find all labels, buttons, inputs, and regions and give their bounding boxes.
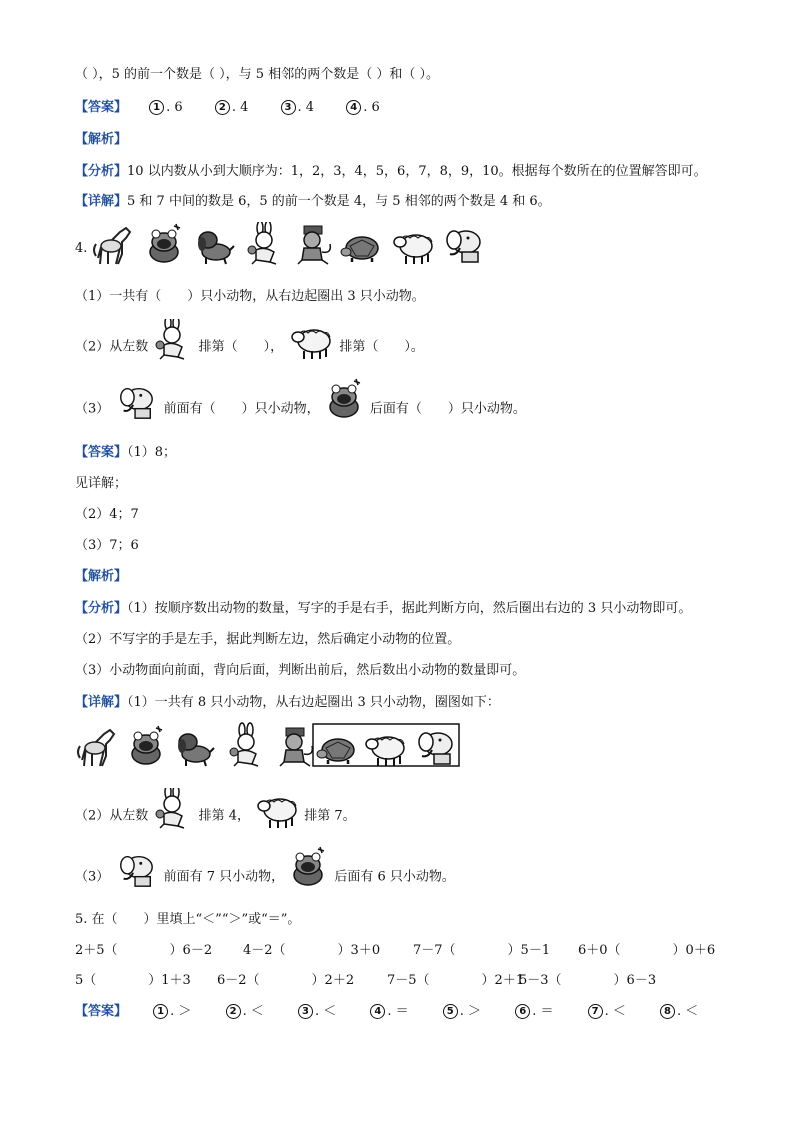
xiangjie-text: （1）一共有 8 只小动物，从右边起圈出 3 只小动物，圈图如下： — [127, 695, 500, 710]
q4-sub2 — [75, 333, 424, 361]
q4-sub2-a: （2）从左数 — [75, 339, 149, 355]
frog-icon — [288, 845, 330, 891]
frog-icon — [324, 377, 366, 423]
rabbit-icon — [152, 319, 194, 361]
answer-item: 1 . 6 — [149, 99, 183, 117]
turtle-icon — [341, 237, 378, 262]
xiangjie-tag: 【详解】 — [75, 194, 128, 209]
answer-item: 4 . 6 — [346, 99, 380, 117]
q4-number: 4. — [75, 241, 88, 256]
q4-sub1: （1）一共有（ ）只小动物，从右边起圈出 3 只小动物。 — [75, 289, 425, 304]
rabbit-icon — [152, 788, 194, 830]
q4-sub3-c: 后面有（ ）只小动物。 — [369, 401, 526, 417]
rabbit-icon — [230, 723, 258, 766]
sheep-icon — [366, 737, 404, 766]
q5-row-2 — [75, 972, 656, 990]
elephant-icon — [447, 231, 480, 262]
q4-answer-2: （2）4；7 — [75, 507, 139, 522]
answer-tag: 【答案】 — [75, 445, 128, 460]
fenxi-text: （1）按顺序数出动物的数量，写字的手是右手，据此判断方向，然后圈出右边的 3 只小动物即可。 — [127, 601, 692, 616]
elephant-icon — [113, 850, 159, 890]
q4-fenxi-2: （2）不写字的手是左手，据此判断左边，然后确定小动物的位置。 — [75, 632, 461, 647]
monkey-icon — [298, 226, 330, 264]
sheep-icon — [394, 235, 432, 264]
frog-icon — [150, 224, 180, 262]
q4-answer-3: （3）7；6 — [75, 538, 139, 553]
turtle-icon — [317, 739, 354, 764]
dog-icon — [178, 734, 214, 766]
xiangjie-2c: 排第 7。 — [304, 808, 356, 824]
q5-item: 5（ ）1＋3 — [75, 973, 191, 988]
answer-item: 2 . 4 — [215, 99, 249, 117]
answer-item: 6 . ＝ — [515, 1003, 553, 1021]
frog-icon — [132, 726, 162, 764]
answer-item: 2 . ＜ — [226, 1003, 264, 1021]
q4-sub3 — [75, 395, 526, 423]
answer-item: 5 . ＞ — [443, 1003, 481, 1021]
q4-answer-1 — [75, 444, 176, 462]
q4-sub2-b: 排第（ ）， — [198, 339, 284, 355]
q5-item: 6－2（ ）2＋2 — [217, 973, 355, 988]
q4-sub3-a: （3） — [75, 401, 110, 417]
xiangjie-text: 5 和 7 中间的数是 6，5 的前一个数是 4，与 5 相邻的两个数是 4 和 6。 — [127, 194, 551, 209]
circled-animal-row — [76, 722, 466, 770]
q5-item: 4－2（ ）3＋0 — [243, 943, 381, 958]
answer-item: 3 . 4 — [281, 99, 315, 117]
q4-fenxi-3: （3）小动物面向前面，背向后面，判断出前后，然后数出小动物的数量即可。 — [75, 663, 526, 678]
xiangjie-line — [75, 193, 551, 211]
q5-title: 5. 在（ ）里填上“＜”“＞”或“＝”。 — [75, 912, 301, 927]
q4-xiangjie-2 — [75, 802, 356, 830]
xiangjie-3b: 前面有 7 只小动物， — [163, 869, 285, 885]
q5-item: 6＋0（ ）0＋6 — [578, 943, 716, 958]
fenxi-tag: 【分析】 — [75, 164, 128, 179]
fenxi-tag: 【分析】 — [75, 601, 128, 616]
xiangjie-tag: 【详解】 — [75, 695, 128, 710]
elephant-icon — [113, 382, 159, 422]
elephant-icon — [419, 733, 452, 764]
answer-item: 3 . ＜ — [298, 1003, 336, 1021]
monkey-icon — [280, 728, 312, 766]
q5-row-1 — [75, 942, 715, 960]
xiangjie-2a: （2）从左数 — [75, 808, 149, 824]
horse-icon — [78, 730, 114, 766]
animal-row — [92, 222, 492, 268]
rabbit-icon — [248, 222, 276, 264]
answer-text: （1）8； — [127, 445, 177, 460]
q5-answer-row — [75, 1003, 698, 1021]
answer-row-1 — [75, 99, 380, 117]
horse-icon — [94, 228, 130, 264]
q5-item: 5－3（ ）6－3 — [519, 973, 657, 988]
analysis-tag: 【解析】 — [75, 132, 128, 147]
q4-sub3-b: 前面有（ ）只小动物， — [163, 401, 320, 417]
q4-xiangjie-1 — [75, 694, 500, 712]
answer-tag: 【答案】 — [75, 100, 128, 115]
q5-item: 7－5（ ）2＋1 — [387, 973, 525, 988]
answer-item: 7 . ＜ — [588, 1003, 626, 1021]
fenxi-text: 10 以内数从小到大顺序为：1，2，3，4，5，6，7，8，9，10。根据每个数所在的位置解答即可。 — [127, 164, 707, 179]
xiangjie-3c: 后面有 6 只小动物。 — [334, 869, 455, 885]
q4-xiangjie-3 — [75, 863, 455, 891]
q5-item: 2＋5（ ）6－2 — [75, 943, 213, 958]
xiangjie-3a: （3） — [75, 869, 110, 885]
q4-sub2-c: 排第（ ）。 — [339, 339, 424, 355]
answer-item: 1 . ＞ — [153, 1003, 191, 1021]
answer-item: 8 . ＜ — [660, 1003, 698, 1021]
analysis-tag: 【解析】 — [75, 569, 128, 584]
q5-item: 7－7（ ）5－1 — [413, 943, 551, 958]
xiangjie-2b: 排第 4， — [198, 808, 250, 824]
dog-icon — [198, 232, 234, 264]
q4-answer-see: 见详解； — [75, 476, 128, 491]
answer-item: 4 . ＝ — [370, 1003, 408, 1021]
fenxi-line — [75, 163, 707, 181]
q4-fenxi-1 — [75, 600, 691, 618]
question-line: （ ），5 的前一个数是（ ），与 5 相邻的两个数是（ ）和（ ）。 — [75, 67, 439, 82]
sheep-icon — [287, 319, 335, 361]
sheep-icon — [254, 788, 300, 830]
answer-tag: 【答案】 — [75, 1004, 128, 1019]
